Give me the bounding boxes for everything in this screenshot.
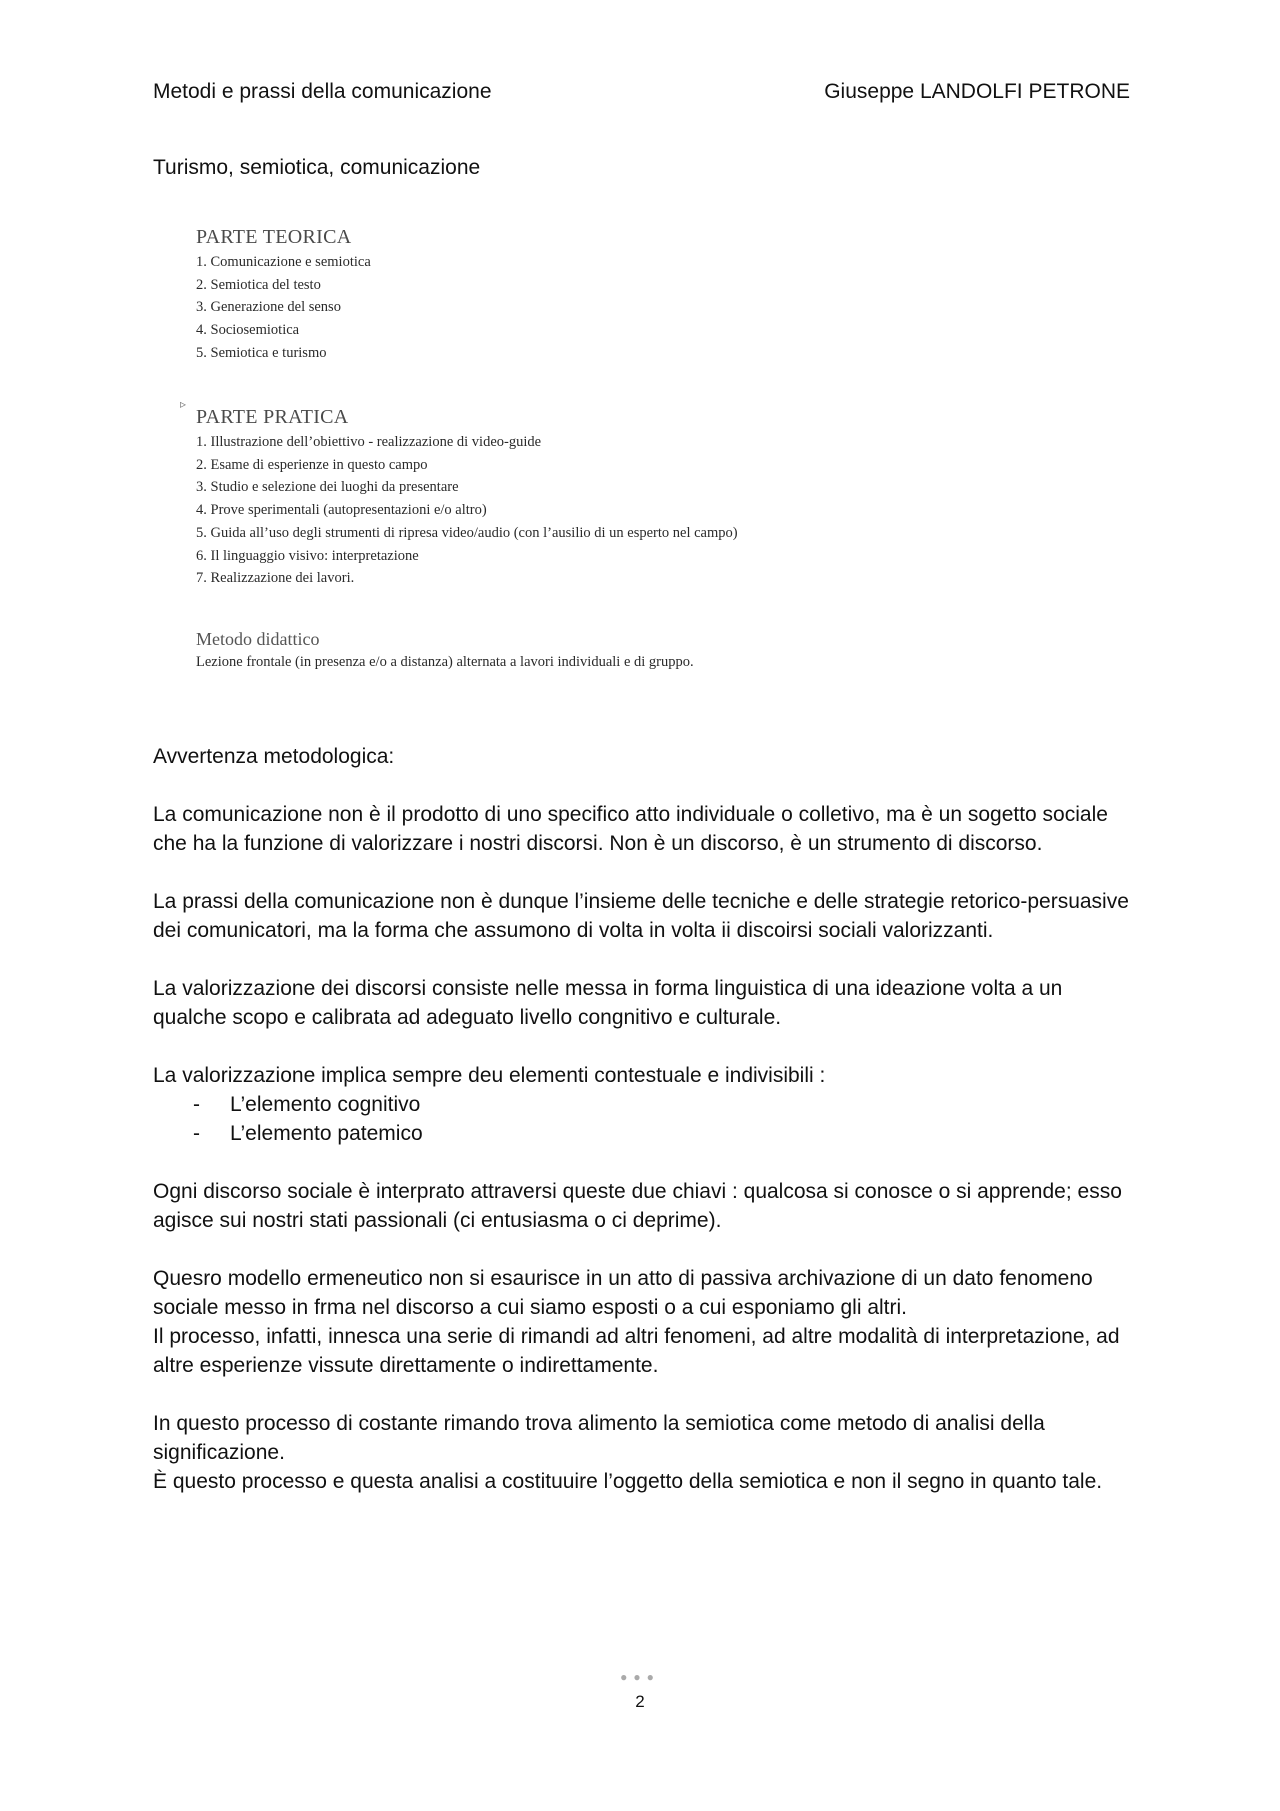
method-text: Lezione frontale (in presenza e/o a distanza) alternata a lavori individuali e di gruppo.	[196, 654, 694, 670]
list-item: 4. Sociosemiotica	[196, 322, 300, 339]
list-item	[153, 1090, 1133, 1119]
paragraph: Ogni discorso sociale è interprato attraversi queste due chiavi : qualcosa si conosce o si apprende; esso agisce sui nostri stati passionali (ci entusiasma o ci deprime).	[153, 1180, 1122, 1232]
list-item: 2. Semiotica del testo	[196, 276, 321, 293]
list-item: 2. Esame di esperienze in questo campo	[196, 456, 428, 473]
list-item: 5. Guida all’uso degli strumenti di ripresa video/audio (con l’ausilio di un esperto nel campo)	[196, 524, 738, 541]
list-item: 3. Studio e selezione dei luoghi da presentare	[196, 479, 459, 496]
page-number: 2	[635, 1692, 645, 1711]
header-author: Giuseppe LANDOLFI PETRONE	[824, 80, 1130, 103]
practice-list	[196, 431, 738, 590]
theory-heading: PARTE TEORICA	[196, 226, 352, 248]
bullet-text: L’elemento cognitivo	[230, 1093, 421, 1116]
sentence: Quesro modello ermeneutico non si esaurisce in un atto di passiva archivazione di un dato fenomeno sociale messo in frma nel discorso a cui siamo esposti o a cui esponiamo gli altri.	[153, 1267, 1093, 1319]
paragraph: La valorizzazione implica sempre deu elementi contestuale e indivisibili :	[153, 1064, 826, 1087]
list-item	[153, 1119, 1133, 1148]
document-title: Turismo, semiotica, comunicazione	[153, 156, 481, 179]
paragraph	[153, 1264, 1133, 1380]
bullet-text: L’elemento patemico	[230, 1122, 423, 1145]
paragraph	[153, 1409, 1133, 1496]
list-item: 3. Generazione del senso	[196, 299, 341, 316]
header-course-title: Metodi e prassi della comunicazione	[153, 80, 492, 103]
list-item: 7. Realizzazione dei lavori.	[196, 570, 355, 587]
syllabus-practice-section	[196, 405, 738, 590]
bullet-list	[153, 1090, 1133, 1148]
method-heading: Metodo didattico	[196, 629, 320, 649]
theory-list	[196, 251, 371, 365]
paragraph: La valorizzazione dei discorsi consiste nelle messa in forma linguistica di una ideazione volta a un qualche scopo e calibrata ad adeguato livello congnitivo e culturale.	[153, 977, 1063, 1029]
list-item: 6. Il linguaggio visivo: interpretazione	[196, 547, 419, 564]
sentence: Il processo, infatti, innesca una serie di rimandi ad altri fenomeni, ad altre modalità di interpretazione, ad altre esperienze vissute direttamente o indirettamente.	[153, 1325, 1120, 1377]
paragraph: La comunicazione non è il prodotto di uno specifico atto individuale o colletivo, ma è un sogetto sociale che ha la funzione di valorizzare i nostri discorsi. Non è un discorso, è un strumento di discorso.	[153, 803, 1108, 855]
cursor-arrow-icon: ▹	[180, 397, 187, 411]
list-item: 1. Illustrazione dell’obiettivo - realizzazione di video-guide	[196, 434, 542, 450]
practice-heading: PARTE PRATICA	[196, 406, 349, 428]
paragraph-heading: Avvertenza metodologica:	[153, 745, 395, 768]
bullet-dash: -	[193, 1093, 200, 1116]
list-item: 4. Prove sperimentali (autopresentazioni e/o altro)	[196, 502, 487, 519]
paragraph: La prassi della comunicazione non è dunque l’insieme delle tecniche e delle strategie retorico-persuasive dei comunicatori, ma la forma che assumono di volta in volta ii discoirsi sociali valorizzanti.	[153, 890, 1129, 942]
sentence: In questo processo di costante rimando trova alimento la semiotica come metodo di analisi della significazione.	[153, 1412, 1045, 1464]
syllabus-theory-section	[196, 225, 371, 365]
more-dots-icon: ●●●	[620, 1670, 660, 1684]
list-item: 5. Semiotica e turismo	[196, 344, 327, 361]
list-item: 1. Comunicazione e semiotica	[196, 254, 371, 270]
bullet-dash: -	[193, 1122, 200, 1145]
page-header	[153, 78, 1130, 106]
document-body	[153, 742, 1133, 1525]
syllabus-method-section	[196, 627, 694, 673]
sentence: È questo processo e questa analisi a costituuire l’oggetto della semiotica e non il segno in quanto tale.	[153, 1470, 1103, 1493]
